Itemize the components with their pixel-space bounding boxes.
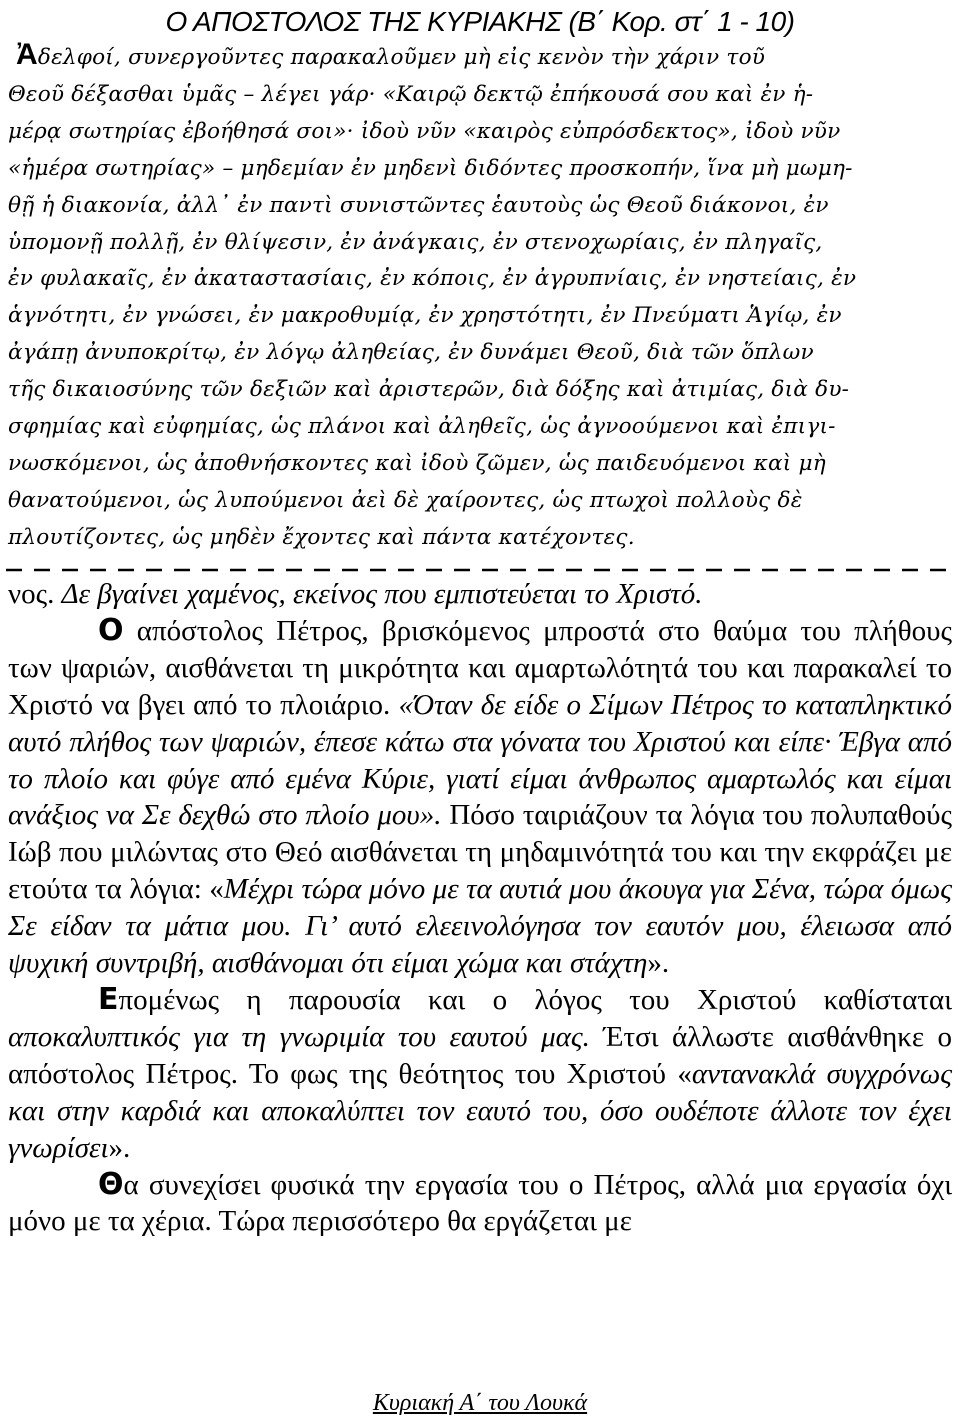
dropcap: Ο xyxy=(98,612,124,648)
page-title: Ο ΑΠΟΣΤΟΛΟΣ ΤΗΣ ΚΥΡΙΑΚΗΣ (Β΄ Κορ. στ΄ 1 - 10) xyxy=(165,6,795,37)
epistle-line: τῆς δικαιοσύνης τῶν δεξιῶν καὶ ἀριστερῶν, διὰ δόξης καὶ ἀτιμίας, διὰ δυ- xyxy=(8,377,850,403)
epistle-line: «ἡμέρα σωτηρίας» – μηδεμίαν ἐν μηδενὶ διδόντες προσκοπήν, ἵνα μὴ μωμη- xyxy=(8,155,853,181)
epistle-line: ἁγνότητι, ἐν γνώσει, ἐν μακροθυμίᾳ, ἐν χρηστότητι, ἐν Πνεύματι Ἁγίῳ, ἐν xyxy=(8,303,842,329)
commentary-text xyxy=(8,576,952,1240)
epistle-line: θανατούμενοι, ὡς λυπούμενοι ἀεὶ δὲ χαίροντες, ὡς πτωχοὶ πολλοὺς δὲ xyxy=(8,487,803,513)
dropcap: Ε xyxy=(98,981,119,1017)
lead-letter: Ἀ xyxy=(16,38,38,71)
epistle-line: Ἀδελφοί, συνεργοῦντες παρακαλοῦμεν μὴ εἰς κενὸν τὴν χάριν τοῦ xyxy=(16,38,766,71)
dropcap: Θ xyxy=(98,1166,124,1202)
epistle-line: ἐν φυλακαῖς, ἐν ἀκαταστασίαις, ἐν κόποις, ἐν ἀγρυπνίαις, ἐν νηστείαις, ἐν xyxy=(8,266,857,292)
epistle-line: Θεοῦ δέξασθαι ὑμᾶς – λέγει γάρ· «Καιρῷ δεκτῷ ἐπήκουσά σου καὶ ἐν ἡ- xyxy=(8,81,814,107)
epistle-line: σφημίας καὶ εὐφημίας, ὡς πλάνοι καὶ ἀληθεῖς, ὡς ἀγνοούμενοι καὶ ἐπιγι- xyxy=(8,414,836,440)
epistle-line: θῇ ἡ διακονία, ἀλλ᾽ ἐν παντὶ συνιστῶντες ἑαυτοὺς ὡς Θεοῦ διάκονοι, ἐν xyxy=(8,192,829,218)
commentary-paragraph: Θα συνεχίσει φυσικά την εργασία του ο Πέτρος, αλλά μια εργασία όχι μόνο με τα χέρια. Τώρα περισσότερο θα εργάζεται με xyxy=(8,1166,952,1238)
commentary-paragraph: Επομένως η παρουσία και ο λόγος του Χριστού καθίσταται αποκαλυπτικός για τη γνωριμία του εαυτού μας. Έτσι άλλωστε αισθάνθηκε ο απόστολος Πέτρος. Το φως της θεότητος του Χριστού «αντανακλά συγχρόνως και στην καρδιά και αποκαλύπτει τον εαυτό του, όσο ουδέποτε άλλοτε τον έχει γνωρίσει». xyxy=(8,981,952,1164)
epistle-line: πλουτίζοντες, ὡς μηδὲν ἔχοντες καὶ πάντα κατέχοντες. xyxy=(8,524,635,550)
commentary-paragraph: Ο απόστολος Πέτρος, βρισκόμενος μπροστά στο θαύμα του πλήθους των ψαριών, αισθάνεται τη μικρότητα και αμαρτωλότητά του και παρακαλεί το Χριστό να βγει από το πλοιάριο. «Όταν δε είδε ο Σίμων Πέτρος το καταπληκτικό αυτό πλήθος των ψαριών, έπεσε κάτω στα γόνατα του Χριστού και είπε· Έβγα από το πλοίο και φύγε από εμένα Κύριε, γιατί είμαι άνθρωπος αμαρτωλός και είμαι ανάξιος να Σε δεχθώ στο πλοίο μου». Πόσο ταιριάζουν τα λόγια του πολυπαθούς Ιώβ που μιλώντας στο Θεό αισθάνεται τη μηδαμινότητά του και την εκφράζει με ετούτα τα λόγια: «Μέχρι τώρα μόνο με τα αυτιά μου άκουγα για Σένα, τώρα όμως Σε είδαν τα μάτια μου. Γι’ αυτό ελεεινολόγησα τον εαυτόν μου, έλειωσα από ψυχική συντριβή, αισθάνομαι ότι είμαι χώμα και στάχτη». xyxy=(8,612,953,980)
epistle-line: νωσκόμενοι, ὡς ἀποθνήσκοντες καὶ ἰδοὺ ζῶμεν, ὡς παιδευόμενοι καὶ μὴ xyxy=(8,450,826,476)
page-footer: Κυριακή Α΄ του Λουκά xyxy=(372,1390,588,1416)
epistle-line: ἀγάπῃ ἀνυποκρίτῳ, ἐν λόγῳ ἀληθείας, ἐν δυνάμει Θεοῦ, διὰ τῶν ὅπλων xyxy=(8,340,814,366)
epistle-line: ὑπομονῇ πολλῇ, ἐν θλίψεσιν, ἐν ἀνάγκαις, ἐν στενοχωρίαις, ἐν πληγαῖς, xyxy=(8,229,823,255)
epistle-text xyxy=(8,40,952,557)
commentary-paragraph: νος. Δε βγαίνει χαμένος, εκείνος που εμπιστεύεται το Χριστό. xyxy=(8,578,703,610)
epistle-line: μέρᾳ σωτηρίας ἐβοήθησά σοι»· ἰδοὺ νῦν «καιρὸς εὐπρόσδεκτος», ἰδοὺ νῦν xyxy=(8,118,841,144)
